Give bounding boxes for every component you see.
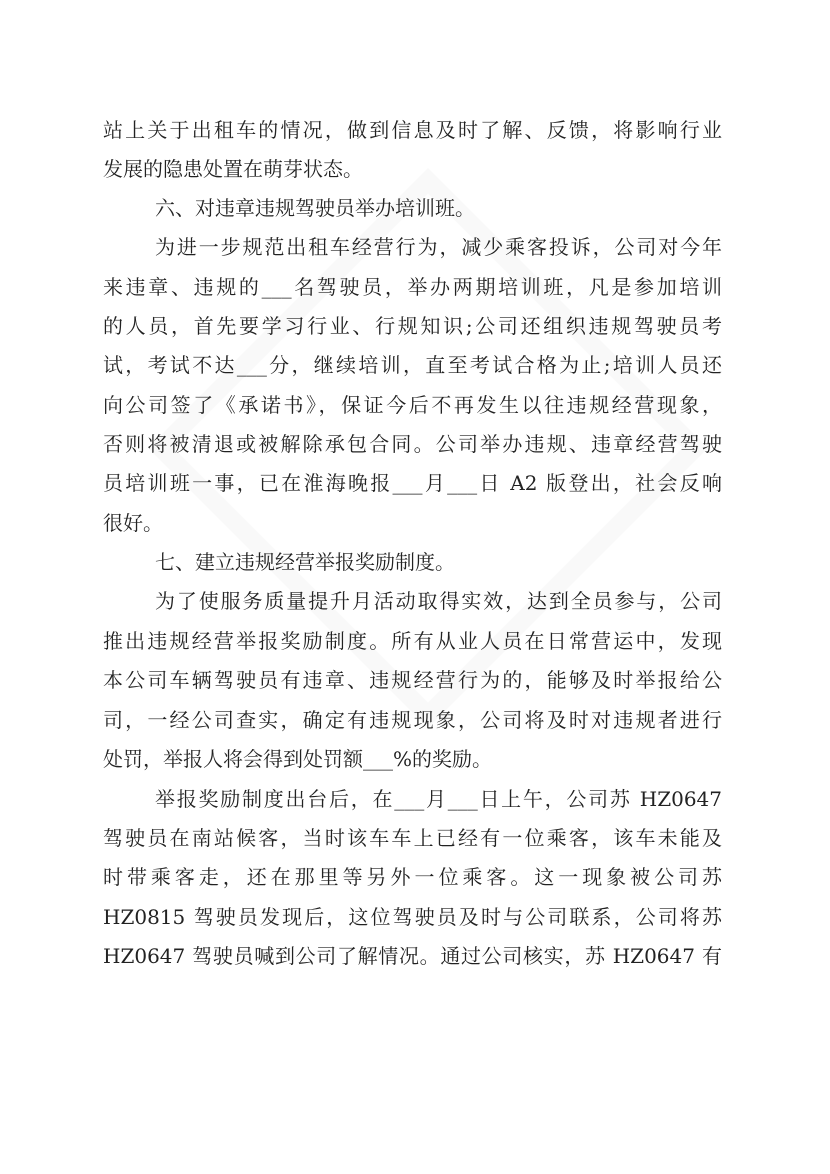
text-line: HZ0815 驾驶员发现后，这位驾驶员及时与公司联系，公司将苏 <box>103 905 722 929</box>
text-line: 七、建立违规经营举报奖励制度。 <box>155 550 455 574</box>
text-line: 司，一经公司查实，确定有违规现象，公司将及时对违规者进行 <box>103 708 722 732</box>
text-line: 发展的隐患处置在萌芽状态。 <box>103 157 363 181</box>
text-line: 本公司车辆驾驶员有违章、违规经营行为的，能够及时举报给公 <box>103 668 722 692</box>
text-line: HZ0647 驾驶员喊到公司了解情况。通过公司核实，苏 HZ0647 有 <box>103 944 722 968</box>
text-line: 来违章、违规的___名驾驶员，举办两期培训班，凡是参加培训 <box>103 275 722 299</box>
text-line: 处罚，举报人将会得到处罚额___%的奖励。 <box>103 747 493 771</box>
text-line: 为了使服务质量提升月活动取得实效，达到全员参与，公司 <box>155 589 722 613</box>
text-line: 为进一步规范出租车经营行为，减少乘客投诉，公司对今年 <box>155 235 722 259</box>
text-line: 很好。 <box>103 511 163 535</box>
text-line: 六、对违章违规驾驶员举办培训班。 <box>155 196 475 220</box>
text-line: 驾驶员在南站候客，当时该车车上已经有一位乘客，该车未能及 <box>103 826 722 850</box>
text-line: 时带乘客走，还在那里等另外一位乘客。这一现象被公司苏 <box>103 865 722 889</box>
text-line: 的人员，首先要学习行业、行规知识;公司还组织违规驾驶员考 <box>103 314 722 338</box>
text-line: 向公司签了《承诺书》，保证今后不再发生以往违规经营现象， <box>103 393 722 417</box>
text-line: 否则将被清退或被解除承包合同。公司举办违规、违章经营驾驶 <box>103 432 722 456</box>
text-line: 试，考试不达___分，继续培训，直至考试合格为止;培训人员还 <box>103 353 722 377</box>
text-line: 推出违规经营举报奖励制度。所有从业人员在日常营运中，发现 <box>103 629 722 653</box>
text-line: 举报奖励制度出台后，在___月___日上午，公司苏 HZ0647 <box>155 787 722 811</box>
text-line: 站上关于出租车的情况，做到信息及时了解、反馈，将影响行业 <box>103 118 722 142</box>
text-line: 员培训班一事，已在淮海晚报___月___日 A2 版登出，社会反响 <box>103 471 722 495</box>
